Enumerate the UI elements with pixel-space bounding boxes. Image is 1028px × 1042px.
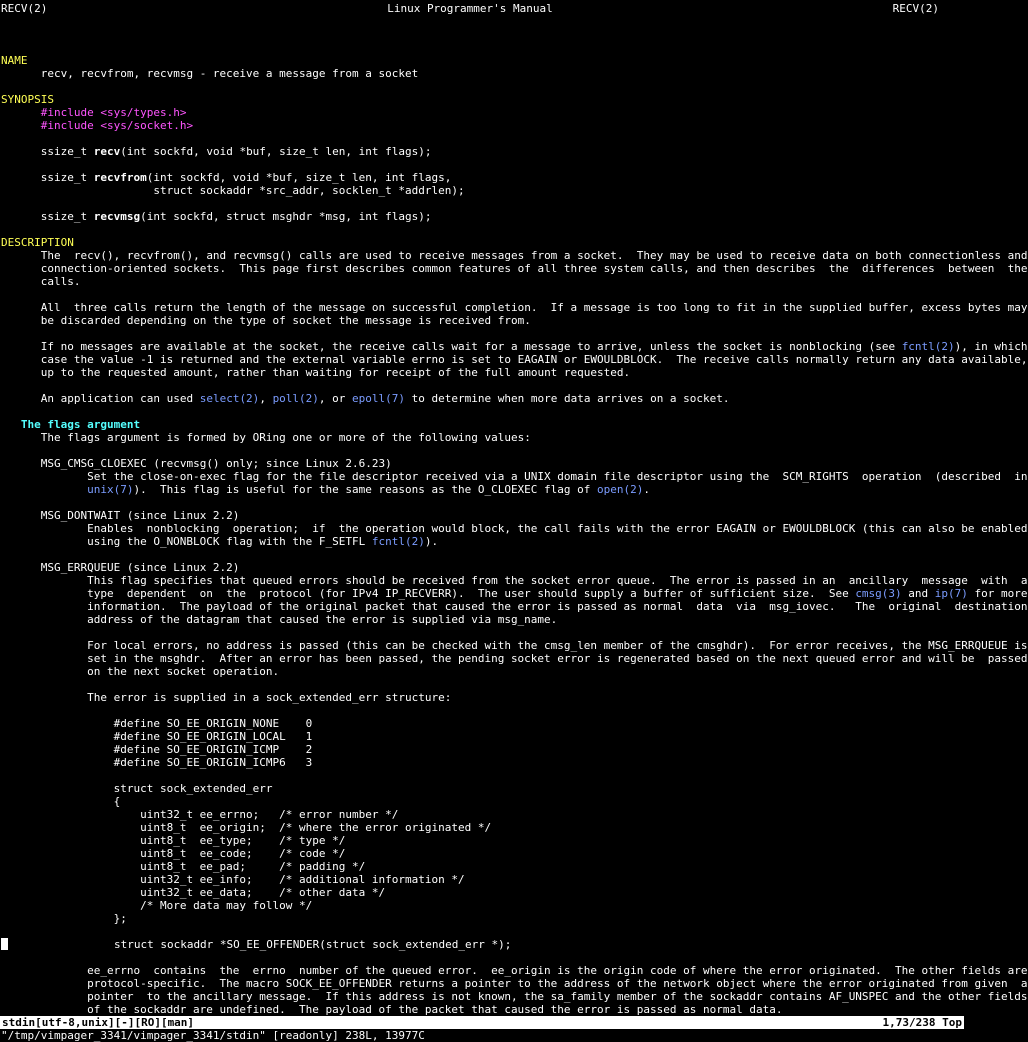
- link-poll[interactable]: poll(2): [272, 392, 319, 405]
- include-keyword: #include: [40, 119, 94, 132]
- code-define: #define SO_EE_ORIGIN_LOCAL 1: [113, 730, 313, 743]
- recv-function: recv: [93, 145, 121, 158]
- recvfrom-function: recvfrom: [93, 171, 147, 184]
- link-fcntl[interactable]: fcntl(2): [901, 340, 955, 353]
- link-ip[interactable]: ip(7): [934, 587, 968, 600]
- header-right: RECV(2): [892, 2, 939, 15]
- code-define: #define SO_EE_ORIGIN_ICMP 2: [113, 743, 313, 756]
- include-keyword: #include: [40, 106, 94, 119]
- flag-cloexec-title: MSG_CMSG_CLOEXEC (recvmsg() only; since Linux 2.6.23): [40, 457, 392, 470]
- header-left: RECV(2): [1, 2, 48, 15]
- command-line[interactable]: "/tmp/vimpager_3341/vimpager_3341/stdin" [readonly] 238L, 13977C: [1, 1029, 425, 1042]
- name-text: recv, recvfrom, recvmsg - receive a message from a socket: [40, 67, 419, 80]
- status-file-info: stdin[utf-8,unix][-][RO][man]: [2, 1016, 195, 1029]
- status-bar: [0, 1016, 964, 1029]
- code-define: #define SO_EE_ORIGIN_NONE 0: [113, 717, 313, 730]
- section-synopsis-heading: SYNOPSIS: [1, 93, 54, 106]
- man-page-viewport[interactable]: RECV(2) Linux Programmer's Manual RECV(2) NAME recv, recvfrom, recvmsg - receive a message from a socket SYNOPSIS #include <sys/types.h> #include <sys/socket.h> ssize_t recv(int sockfd, void *buf, size_t len, int flags); ssize_t recvfrom(int sockfd, void *buf, size_t len, int flags, struct sockaddr *src_addr, socklen_t *addrlen); ssize_t recvmsg(int sockfd, struct msghdr *msg, int flags); DESCRIPTION The recv(), recvfrom(), and recvmsg() calls are used to receive messages from a socket. They may be used to receive data on both connectionless and connection-oriented sockets. This page first describes common features of all three system calls, and then describes the differences between the calls. All three calls return the length of the message on successful completion. If a message is too long to fit in the supplied buffer, excess bytes may be discarded depending on the type of socket the message is received from. If no messages are available at the socket, the receive calls wait for a message to arrive, unless the socket is nonblocking (see fcntl(2)), in which case the value -1 is returned and the external variable errno is set to EAGAIN or EWOULDBLOCK. The receive calls normally return any data available, up to the requested amount, rather than waiting for receipt of the full amount requested. An application can used select(2), poll(2), or epoll(7) to determine when more data arrives on a socket. The flags argument The flags argument is formed by ORing one or more of the following values: MSG_CMSG_CLOEXEC (recvmsg() only; since Linux 2.6.23) Set the close-on-exec flag for the file descriptor received via a UNIX domain file descriptor using the SCM_RIGHTS operation (described in unix(7)). This flag is useful for the same reasons as the O_CLOEXEC flag of open(2). MSG_DONTWAIT (since Linux 2.2) Enables nonblocking operation; if the operation would block, the call fails with the error EAGAIN or EWOULDBLOCK (this can also be enabled using the O_NONBLOCK flag with the F_SETFL fcntl(2)). MSG_ERRQUEUE (since Linux 2.2) This flag specifies that queued errors should be received from the socket error queue. The error is passed in an ancillary message with a type dependent on the protocol (for IPv4 IP_RECVERR). The user should supply a buffer of sufficient size. See cmsg(3) and ip(7) for more information. The payload of the original packet that caused the error is passed as normal data via msg_iovec. The original destination address of the datagram that caused the error is supplied via msg_name. For local errors, no address is passed (this can be checked with the cmsg_len member of the cmsghdr). For error receives, the MSG_ERRQUEUE is set in the msghdr. After an error has been passed, the pending socket error is regenerated based on the next queued error and will be passed on the next socket operation. The error is supplied in a sock_extended_err structure: #define SO_EE_ORIGIN_NONE 0 #define SO_EE_ORIGIN_LOCAL 1 #define SO_EE_ORIGIN_ICMP 2 #define SO_EE_ORIGIN_ICMP6 3 struct sock_extended_err { uint32_t ee_errno; /* error number */ uint8_t ee_origin; /* where the error originated */ uint8_t ee_type; /* type */ uint8_t ee_code; /* code */ uint8_t ee_pad; /* padding */ uint32_t ee_info; /* additional information */ uint32_t ee_data; /* other data */ /* More data may follow */ }; struct sockaddr *SO_EE_OFFENDER(struct sock_extended_err *); ee_errno contains the errno number of the queued error. ee_origin is the origin code of where the error originated. The other fields are protocol-specific. The macro SOCK_EE_OFFENDER returns a pointer to the address of the network object where the error originated from given a pointer to the ancillary message. If this address is not known, the sa_family member of the sockaddr contains AF_UNSPEC and the other fields of the sockaddr are undefined. The payload of the packet that caused the error is passed as normal data.: [1, 2, 1028, 1016]
- section-name-heading: NAME: [1, 54, 28, 67]
- man-header: [1, 2, 939, 15]
- code-define: #define SO_EE_ORIGIN_ICMP6 3: [113, 756, 313, 769]
- include-file: <sys/types.h>: [100, 106, 187, 119]
- link-epoll[interactable]: epoll(7): [352, 392, 406, 405]
- section-description-heading: DESCRIPTION: [1, 236, 74, 249]
- code-struct: struct sock_extended_err: [113, 782, 273, 795]
- include-file: <sys/socket.h>: [100, 119, 194, 132]
- cursor: [1, 938, 8, 950]
- subsection-flags-heading: The flags argument: [20, 418, 141, 431]
- flag-errqueue-title: MSG_ERRQUEUE (since Linux 2.2): [40, 561, 240, 574]
- flag-dontwait-title: MSG_DONTWAIT (since Linux 2.2): [40, 509, 240, 522]
- link-cmsg[interactable]: cmsg(3): [855, 587, 902, 600]
- status-position: 1,73/238 Top: [882, 1016, 962, 1029]
- link-open[interactable]: open(2): [597, 483, 644, 496]
- recvmsg-function: recvmsg: [93, 210, 141, 223]
- link-fcntl[interactable]: fcntl(2): [371, 535, 425, 548]
- header-center: Linux Programmer's Manual: [387, 2, 553, 15]
- link-select[interactable]: select(2): [199, 392, 260, 405]
- code-offender: struct sockaddr *SO_EE_OFFENDER(struct sock_extended_err *);: [113, 938, 512, 951]
- link-unix[interactable]: unix(7): [87, 483, 134, 496]
